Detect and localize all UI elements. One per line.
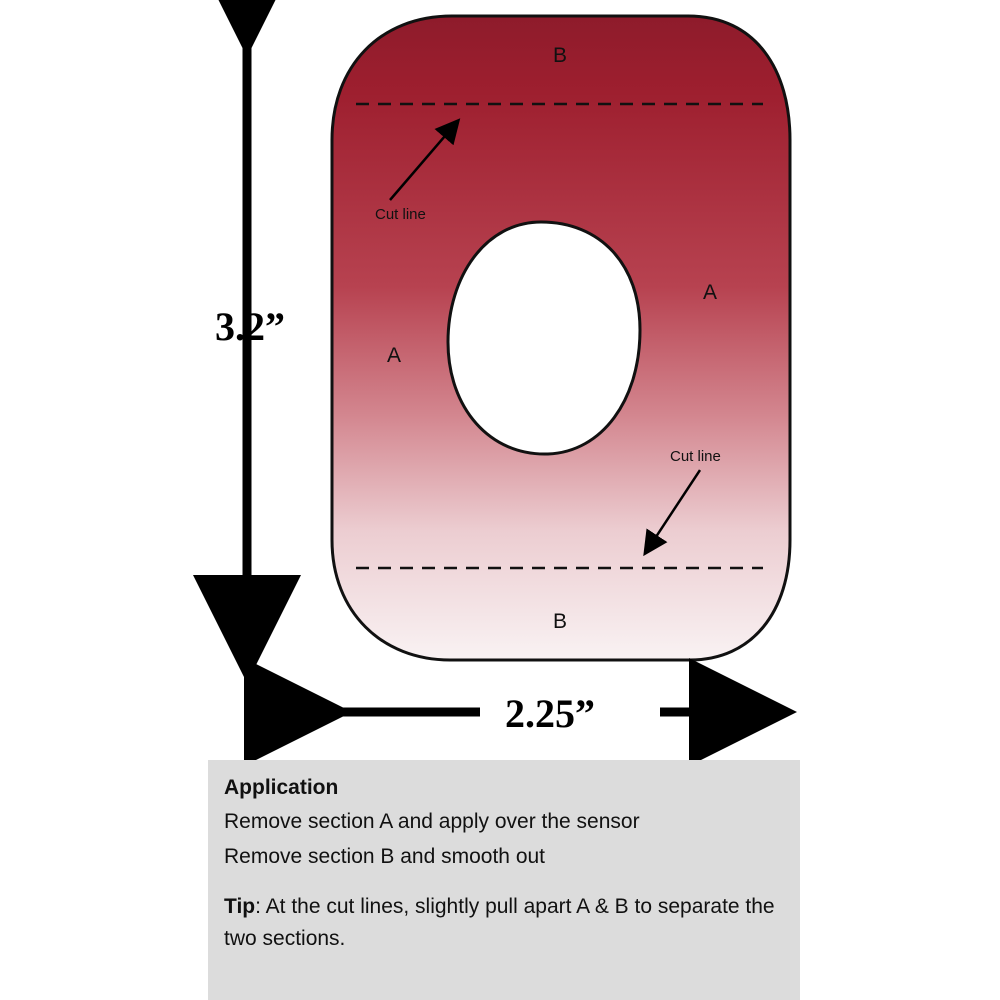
application-instructions-panel <box>208 760 800 1000</box>
tip-text <box>224 891 784 956</box>
label-section-a-right: A <box>703 281 718 304</box>
tip-separator: : <box>255 894 266 918</box>
patch-shape <box>332 16 790 660</box>
label-section-a-left: A <box>387 344 402 367</box>
label-section-b-bottom: B <box>553 610 568 633</box>
instructions-spacer <box>224 875 784 891</box>
cut-line-top-label: Cut line <box>375 206 426 223</box>
tip-label: Tip <box>224 894 256 918</box>
width-label: 2.25” <box>505 691 595 736</box>
height-label: 3.2” <box>215 304 285 349</box>
instructions-title: Application <box>224 776 339 799</box>
tip-body: At the cut lines, slightly pull apart A & B to separate the two sections. <box>224 894 775 951</box>
sensor-hole <box>448 222 640 454</box>
label-section-b-top: B <box>553 44 568 67</box>
cut-line-bottom-label: Cut line <box>670 448 721 465</box>
instruction-step-1: Remove section A and apply over the sensor <box>224 810 640 834</box>
instruction-step-2: Remove section B and smooth out <box>224 844 546 868</box>
